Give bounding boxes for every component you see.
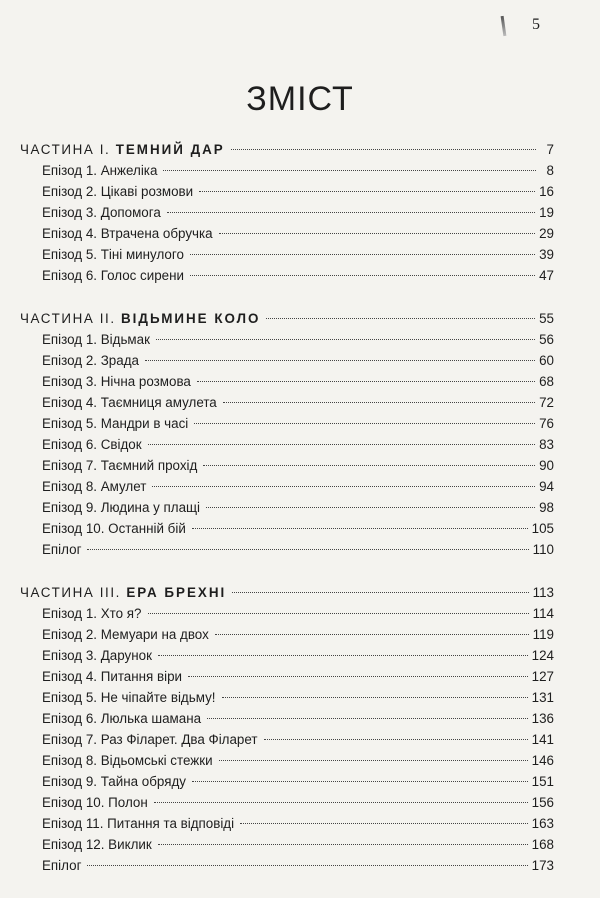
dot-leader — [87, 865, 527, 866]
dot-leader — [231, 149, 536, 150]
dot-leader — [148, 613, 529, 614]
toc-entry[interactable] — [20, 413, 554, 434]
dot-leader — [199, 191, 535, 192]
page-ref: 19 — [539, 205, 554, 220]
toc-entry[interactable] — [20, 834, 554, 855]
table-of-contents — [20, 139, 554, 898]
toc-entry[interactable] — [20, 223, 554, 244]
toc-entry[interactable] — [20, 350, 554, 371]
page-ref: 29 — [539, 226, 554, 241]
dot-leader — [266, 318, 535, 319]
page-ref: 151 — [531, 774, 554, 789]
dot-leader — [192, 781, 528, 782]
entry-title: Епізод 1. Хто я? — [42, 606, 142, 621]
page-ref: 8 — [546, 163, 554, 178]
toc-part-2 — [20, 308, 554, 560]
entry-title: Епізод 4. Втрачена обручка — [42, 226, 213, 241]
dot-leader — [197, 381, 535, 382]
entry-title: Епізод 2. Мемуари на двох — [42, 627, 209, 642]
page-ref: 55 — [539, 311, 554, 326]
toc-part-heading[interactable] — [20, 308, 554, 329]
toc-entry[interactable] — [20, 497, 554, 518]
entry-title: Епізод 8. Амулет — [42, 479, 147, 494]
part-name: ТЕМНИЙ ДАР — [115, 142, 225, 157]
part-name: ЕРА БРЕХНІ — [126, 585, 227, 600]
entry-title: Епізод 6. Люлька шамана — [42, 711, 202, 726]
page-ref: 114 — [532, 606, 554, 621]
toc-entry[interactable] — [20, 645, 554, 666]
dot-leader — [240, 823, 528, 824]
toc-entry[interactable] — [20, 329, 554, 350]
toc-entry[interactable] — [20, 687, 554, 708]
page-ref: 90 — [539, 458, 554, 473]
toc-entry[interactable] — [20, 750, 554, 771]
page-ref: 72 — [539, 395, 554, 410]
toc-entry[interactable] — [20, 160, 554, 181]
toc-entry[interactable] — [20, 539, 554, 560]
entry-title: Епізод 2. Зрада — [42, 353, 139, 368]
part-name: ВІДЬМИНЕ КОЛО — [121, 311, 261, 326]
page-number: 5 — [532, 16, 540, 33]
page-ref: 83 — [539, 437, 554, 452]
dot-leader — [87, 549, 528, 550]
dot-leader — [203, 465, 535, 466]
toc-entry[interactable] — [20, 666, 554, 687]
toc-entry[interactable] — [20, 518, 554, 539]
dot-leader — [163, 170, 536, 171]
toc-entry[interactable] — [20, 181, 554, 202]
page-ref: 127 — [531, 669, 554, 684]
entry-title: Епізод 9. Людина у плащі — [42, 500, 201, 515]
dot-leader — [148, 444, 535, 445]
page-title: ЗМІСТ — [246, 80, 354, 118]
page-ref: 68 — [539, 374, 554, 389]
entry-title: Епізод 10. Останній бій — [42, 521, 186, 536]
dot-leader — [145, 360, 535, 361]
dot-leader — [192, 528, 528, 529]
dot-leader — [154, 802, 528, 803]
dot-leader — [156, 339, 535, 340]
part-prefix: ЧАСТИНА II. — [20, 311, 116, 326]
toc-entry[interactable] — [20, 855, 554, 876]
toc-entry[interactable] — [20, 202, 554, 223]
page-corner-mark — [501, 16, 507, 36]
dot-leader — [219, 760, 528, 761]
entry-title: Епізод 6. Голос сирени — [42, 268, 184, 283]
entry-title: Епізод 7. Раз Філарет. Два Філарет — [42, 732, 258, 747]
entry-title: Епізод 5. Мандри в часі — [42, 416, 189, 431]
page-ref: 76 — [539, 416, 554, 431]
entry-title: Епілог — [42, 542, 82, 557]
entry-title: Епізод 3. Нічна розмова — [42, 374, 191, 389]
toc-entry[interactable] — [20, 771, 554, 792]
dot-leader — [158, 655, 528, 656]
page-ref: 156 — [531, 795, 554, 810]
part-title — [20, 139, 225, 160]
page-ref: 60 — [539, 353, 554, 368]
part-title — [20, 308, 260, 329]
part-prefix: ЧАСТИНА III. — [20, 585, 121, 600]
entry-title: Епізод 2. Цікаві розмови — [42, 184, 194, 199]
page-ref: 56 — [539, 332, 554, 347]
dot-leader — [158, 844, 528, 845]
page-ref: 47 — [539, 268, 554, 283]
dot-leader — [207, 718, 528, 719]
dot-leader — [190, 275, 535, 276]
dot-leader — [206, 507, 535, 508]
toc-entry[interactable] — [20, 371, 554, 392]
toc-entry[interactable] — [20, 476, 554, 497]
dot-leader — [264, 739, 528, 740]
entry-title: Епізод 12. Виклик — [42, 837, 152, 852]
toc-part-heading[interactable] — [20, 139, 554, 160]
entry-title: Епізод 9. Тайна обряду — [42, 774, 186, 789]
page-ref: 119 — [532, 627, 554, 642]
page-ref: 113 — [532, 585, 554, 600]
dot-leader — [152, 486, 535, 487]
toc-part-3 — [20, 582, 554, 876]
entry-title: Епізод 11. Питання та відповіді — [42, 816, 235, 831]
entry-title: Епілог — [42, 858, 82, 873]
dot-leader — [188, 676, 528, 677]
entry-title: Епізод 7. Таємний прохід — [42, 458, 198, 473]
entry-title: Епізод 8. Відьомські стежки — [42, 753, 213, 768]
toc-entry[interactable] — [20, 813, 554, 834]
toc-entry[interactable] — [20, 434, 554, 455]
page-ref: 94 — [539, 479, 554, 494]
page-ref: 136 — [531, 711, 554, 726]
page-ref: 168 — [531, 837, 554, 852]
page-ref: 124 — [531, 648, 554, 663]
dot-leader — [167, 212, 535, 213]
entry-title: Епізод 10. Полон — [42, 795, 148, 810]
entry-title: Епізод 3. Допомога — [42, 205, 161, 220]
toc-entry[interactable] — [20, 792, 554, 813]
entry-title: Епізод 5. Не чіпайте відьму! — [42, 690, 216, 705]
page-ref: 39 — [539, 247, 554, 262]
toc-entry[interactable] — [20, 708, 554, 729]
toc-entry[interactable] — [20, 729, 554, 750]
page-ref: 146 — [531, 753, 554, 768]
toc-part-1 — [20, 139, 554, 286]
page-ref: 163 — [531, 816, 554, 831]
dot-leader — [219, 233, 535, 234]
dot-leader — [232, 592, 528, 593]
page-ref: 105 — [531, 521, 554, 536]
page-ref: 131 — [531, 690, 554, 705]
page-ref: 173 — [531, 858, 554, 873]
dot-leader — [223, 402, 535, 403]
part-title — [20, 582, 226, 603]
page-ref: 16 — [539, 184, 554, 199]
page-ref: 110 — [532, 542, 554, 557]
page-ref: 98 — [539, 500, 554, 515]
entry-title: Епізод 4. Питання віри — [42, 669, 183, 684]
dot-leader — [190, 254, 535, 255]
toc-entry[interactable] — [20, 392, 554, 413]
dot-leader — [194, 423, 535, 424]
toc-part-heading[interactable] — [20, 582, 554, 603]
toc-entry[interactable] — [20, 244, 554, 265]
part-prefix: ЧАСТИНА I. — [20, 142, 111, 157]
toc-entry[interactable] — [20, 624, 554, 645]
toc-entry[interactable] — [20, 455, 554, 476]
entry-title: Епізод 1. Відьмак — [42, 332, 150, 347]
toc-entry[interactable] — [20, 603, 554, 624]
entry-title: Епізод 3. Дарунок — [42, 648, 152, 663]
page-ref: 7 — [546, 142, 554, 157]
entry-title: Епізод 5. Тіні минулого — [42, 247, 184, 262]
toc-entry[interactable] — [20, 265, 554, 286]
dot-leader — [222, 697, 528, 698]
entry-title: Епізод 6. Свідок — [42, 437, 142, 452]
entry-title: Епізод 1. Анжеліка — [42, 163, 158, 178]
page-ref: 141 — [531, 732, 554, 747]
dot-leader — [215, 634, 529, 635]
entry-title: Епізод 4. Таємниця амулета — [42, 395, 217, 410]
